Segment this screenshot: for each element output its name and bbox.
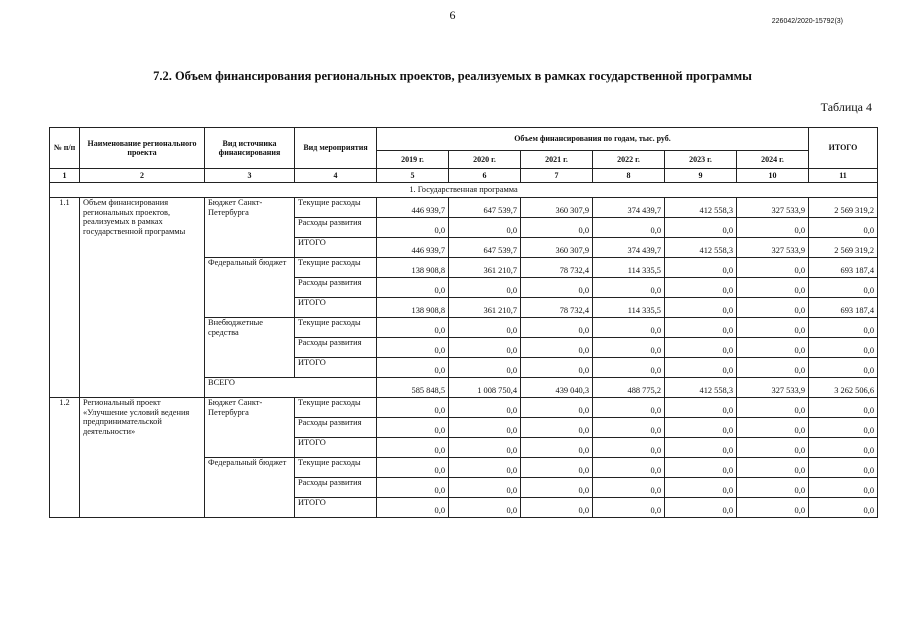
value-cell: 0,0 <box>449 458 521 478</box>
column-number: 1 <box>50 169 80 183</box>
value-cell: 360 307,9 <box>521 198 593 218</box>
activity-type: Текущие расходы <box>295 398 377 418</box>
activity-type: Текущие расходы <box>295 258 377 278</box>
value-cell: 0,0 <box>665 498 737 518</box>
value-cell: 374 439,7 <box>593 198 665 218</box>
financing-table <box>49 127 878 518</box>
value-cell: 412 558,3 <box>665 378 737 398</box>
activity-type: Расходы развития <box>295 478 377 498</box>
value-cell: 0,0 <box>521 398 593 418</box>
value-cell: 0,0 <box>809 398 878 418</box>
value-cell: 0,0 <box>521 278 593 298</box>
value-cell: 0,0 <box>377 278 449 298</box>
value-cell: 0,0 <box>377 458 449 478</box>
value-cell: 78 732,4 <box>521 258 593 278</box>
funding-source: Бюджет Санкт-Петербурга <box>205 398 295 458</box>
funding-source: Федеральный бюджет <box>205 258 295 318</box>
table-caption: Таблица 4 <box>820 100 872 114</box>
value-cell: 0,0 <box>737 298 809 318</box>
value-cell: 585 848,5 <box>377 378 449 398</box>
value-cell: 0,0 <box>593 498 665 518</box>
value-cell: 0,0 <box>737 458 809 478</box>
value-cell: 0,0 <box>449 358 521 378</box>
activity-type: ИТОГО <box>295 358 377 378</box>
value-cell: 138 908,8 <box>377 298 449 318</box>
header-year: 2022 г. <box>593 151 665 169</box>
header-year: 2020 г. <box>449 151 521 169</box>
column-number: 11 <box>809 169 878 183</box>
value-cell: 0,0 <box>809 318 878 338</box>
value-cell: 0,0 <box>593 418 665 438</box>
value-cell: 0,0 <box>809 498 878 518</box>
section-title: 7.2. Объем финансирования региональных проектов, реализуемых в рамках государственной программы <box>153 69 752 83</box>
value-cell: 0,0 <box>665 278 737 298</box>
value-cell: 0,0 <box>449 478 521 498</box>
value-cell: 0,0 <box>665 398 737 418</box>
value-cell: 0,0 <box>665 338 737 358</box>
value-cell: 0,0 <box>593 458 665 478</box>
value-cell: 0,0 <box>521 498 593 518</box>
value-cell: 2 569 319,2 <box>809 238 878 258</box>
value-cell: 327 533,9 <box>737 198 809 218</box>
value-cell: 0,0 <box>809 218 878 238</box>
value-cell: 0,0 <box>449 438 521 458</box>
activity-type: Текущие расходы <box>295 318 377 338</box>
value-cell: 138 908,8 <box>377 258 449 278</box>
page-number: 6 <box>449 8 456 22</box>
activity-type: Расходы развития <box>295 418 377 438</box>
value-cell: 0,0 <box>809 358 878 378</box>
value-cell: 0,0 <box>377 358 449 378</box>
header-total: ИТОГО <box>809 128 878 169</box>
activity-type: Текущие расходы <box>295 198 377 218</box>
value-cell: 693 187,4 <box>809 298 878 318</box>
value-cell: 0,0 <box>449 318 521 338</box>
value-cell: 0,0 <box>377 318 449 338</box>
value-cell: 114 335,5 <box>593 258 665 278</box>
value-cell: 0,0 <box>449 498 521 518</box>
value-cell: 0,0 <box>521 218 593 238</box>
value-cell: 0,0 <box>665 418 737 438</box>
section-row: 1. Государственная программа <box>50 183 878 198</box>
value-cell: 0,0 <box>521 318 593 338</box>
value-cell: 0,0 <box>521 458 593 478</box>
value-cell: 0,0 <box>737 318 809 338</box>
value-cell: 0,0 <box>665 358 737 378</box>
header-year: 2019 г. <box>377 151 449 169</box>
column-number: 4 <box>295 169 377 183</box>
column-number: 7 <box>521 169 593 183</box>
value-cell: 0,0 <box>377 438 449 458</box>
value-cell: 0,0 <box>521 418 593 438</box>
value-cell: 0,0 <box>593 218 665 238</box>
value-cell: 0,0 <box>737 278 809 298</box>
activity-type: ИТОГО <box>295 298 377 318</box>
row-number: 1.1 <box>50 198 80 398</box>
grand-total-label: ВСЕГО <box>205 378 377 398</box>
value-cell: 327 533,9 <box>737 378 809 398</box>
header-source: Вид источника финансирования <box>205 128 295 169</box>
value-cell: 0,0 <box>449 398 521 418</box>
value-cell: 361 210,7 <box>449 258 521 278</box>
value-cell: 439 040,3 <box>521 378 593 398</box>
value-cell: 0,0 <box>593 438 665 458</box>
value-cell: 0,0 <box>449 218 521 238</box>
activity-type: Расходы развития <box>295 338 377 358</box>
value-cell: 0,0 <box>377 338 449 358</box>
value-cell: 0,0 <box>521 438 593 458</box>
header-num: № п/п <box>50 128 80 169</box>
value-cell: 0,0 <box>737 398 809 418</box>
funding-source: Федеральный бюджет <box>205 458 295 518</box>
value-cell: 0,0 <box>737 218 809 238</box>
funding-source: Внебюджетные средства <box>205 318 295 378</box>
value-cell: 0,0 <box>665 478 737 498</box>
header-activity: Вид мероприятия <box>295 128 377 169</box>
value-cell: 0,0 <box>809 418 878 438</box>
activity-type: Расходы развития <box>295 278 377 298</box>
header-year: 2023 г. <box>665 151 737 169</box>
project-name: Объем финансирования региональных проектов, реализуемых в рамках государственной программы <box>80 198 205 398</box>
header-project: Наименование регионального проекта <box>80 128 205 169</box>
value-cell: 0,0 <box>593 478 665 498</box>
value-cell: 0,0 <box>809 478 878 498</box>
value-cell: 0,0 <box>665 438 737 458</box>
value-cell: 412 558,3 <box>665 238 737 258</box>
value-cell: 0,0 <box>377 418 449 438</box>
value-cell: 0,0 <box>377 218 449 238</box>
value-cell: 374 439,7 <box>593 238 665 258</box>
value-cell: 0,0 <box>449 278 521 298</box>
activity-type: ИТОГО <box>295 238 377 258</box>
value-cell: 446 939,7 <box>377 238 449 258</box>
value-cell: 412 558,3 <box>665 198 737 218</box>
value-cell: 0,0 <box>737 338 809 358</box>
value-cell: 1 008 750,4 <box>449 378 521 398</box>
value-cell: 0,0 <box>665 318 737 338</box>
value-cell: 0,0 <box>809 438 878 458</box>
value-cell: 488 775,2 <box>593 378 665 398</box>
activity-type: ИТОГО <box>295 498 377 518</box>
value-cell: 0,0 <box>737 498 809 518</box>
column-number: 6 <box>449 169 521 183</box>
activity-type: Расходы развития <box>295 218 377 238</box>
value-cell: 360 307,9 <box>521 238 593 258</box>
value-cell: 114 335,5 <box>593 298 665 318</box>
column-number: 9 <box>665 169 737 183</box>
header-year: 2024 г. <box>737 151 809 169</box>
activity-type: ИТОГО <box>295 438 377 458</box>
row-number: 1.2 <box>50 398 80 518</box>
value-cell: 0,0 <box>809 338 878 358</box>
value-cell: 0,0 <box>737 478 809 498</box>
value-cell: 0,0 <box>737 258 809 278</box>
value-cell: 0,0 <box>665 218 737 238</box>
value-cell: 0,0 <box>521 358 593 378</box>
funding-source: Бюджет Санкт-Петербурга <box>205 198 295 258</box>
value-cell: 0,0 <box>665 298 737 318</box>
column-number: 3 <box>205 169 295 183</box>
value-cell: 647 539,7 <box>449 238 521 258</box>
value-cell: 0,0 <box>449 338 521 358</box>
value-cell: 693 187,4 <box>809 258 878 278</box>
value-cell: 0,0 <box>521 338 593 358</box>
value-cell: 0,0 <box>593 278 665 298</box>
header-funding-group: Объем финансирования по годам, тыс. руб. <box>377 128 809 151</box>
value-cell: 647 539,7 <box>449 198 521 218</box>
value-cell: 3 262 506,6 <box>809 378 878 398</box>
value-cell: 0,0 <box>377 398 449 418</box>
activity-type: Текущие расходы <box>295 458 377 478</box>
value-cell: 0,0 <box>449 418 521 438</box>
document-code: 226042/2020-15792(3) <box>771 18 843 25</box>
value-cell: 0,0 <box>521 478 593 498</box>
column-number: 10 <box>737 169 809 183</box>
value-cell: 0,0 <box>665 458 737 478</box>
value-cell: 0,0 <box>737 358 809 378</box>
value-cell: 0,0 <box>593 398 665 418</box>
value-cell: 0,0 <box>809 458 878 478</box>
value-cell: 0,0 <box>809 278 878 298</box>
value-cell: 78 732,4 <box>521 298 593 318</box>
value-cell: 0,0 <box>593 358 665 378</box>
value-cell: 327 533,9 <box>737 238 809 258</box>
value-cell: 446 939,7 <box>377 198 449 218</box>
value-cell: 0,0 <box>377 478 449 498</box>
value-cell: 0,0 <box>593 338 665 358</box>
value-cell: 0,0 <box>593 318 665 338</box>
value-cell: 361 210,7 <box>449 298 521 318</box>
project-name: Региональный проект «Улучшение условий ведения предпринимательской деятельности» <box>80 398 205 518</box>
column-number: 5 <box>377 169 449 183</box>
header-year: 2021 г. <box>521 151 593 169</box>
value-cell: 0,0 <box>737 438 809 458</box>
column-number: 8 <box>593 169 665 183</box>
value-cell: 2 569 319,2 <box>809 198 878 218</box>
value-cell: 0,0 <box>737 418 809 438</box>
column-number: 2 <box>80 169 205 183</box>
value-cell: 0,0 <box>377 498 449 518</box>
value-cell: 0,0 <box>665 258 737 278</box>
